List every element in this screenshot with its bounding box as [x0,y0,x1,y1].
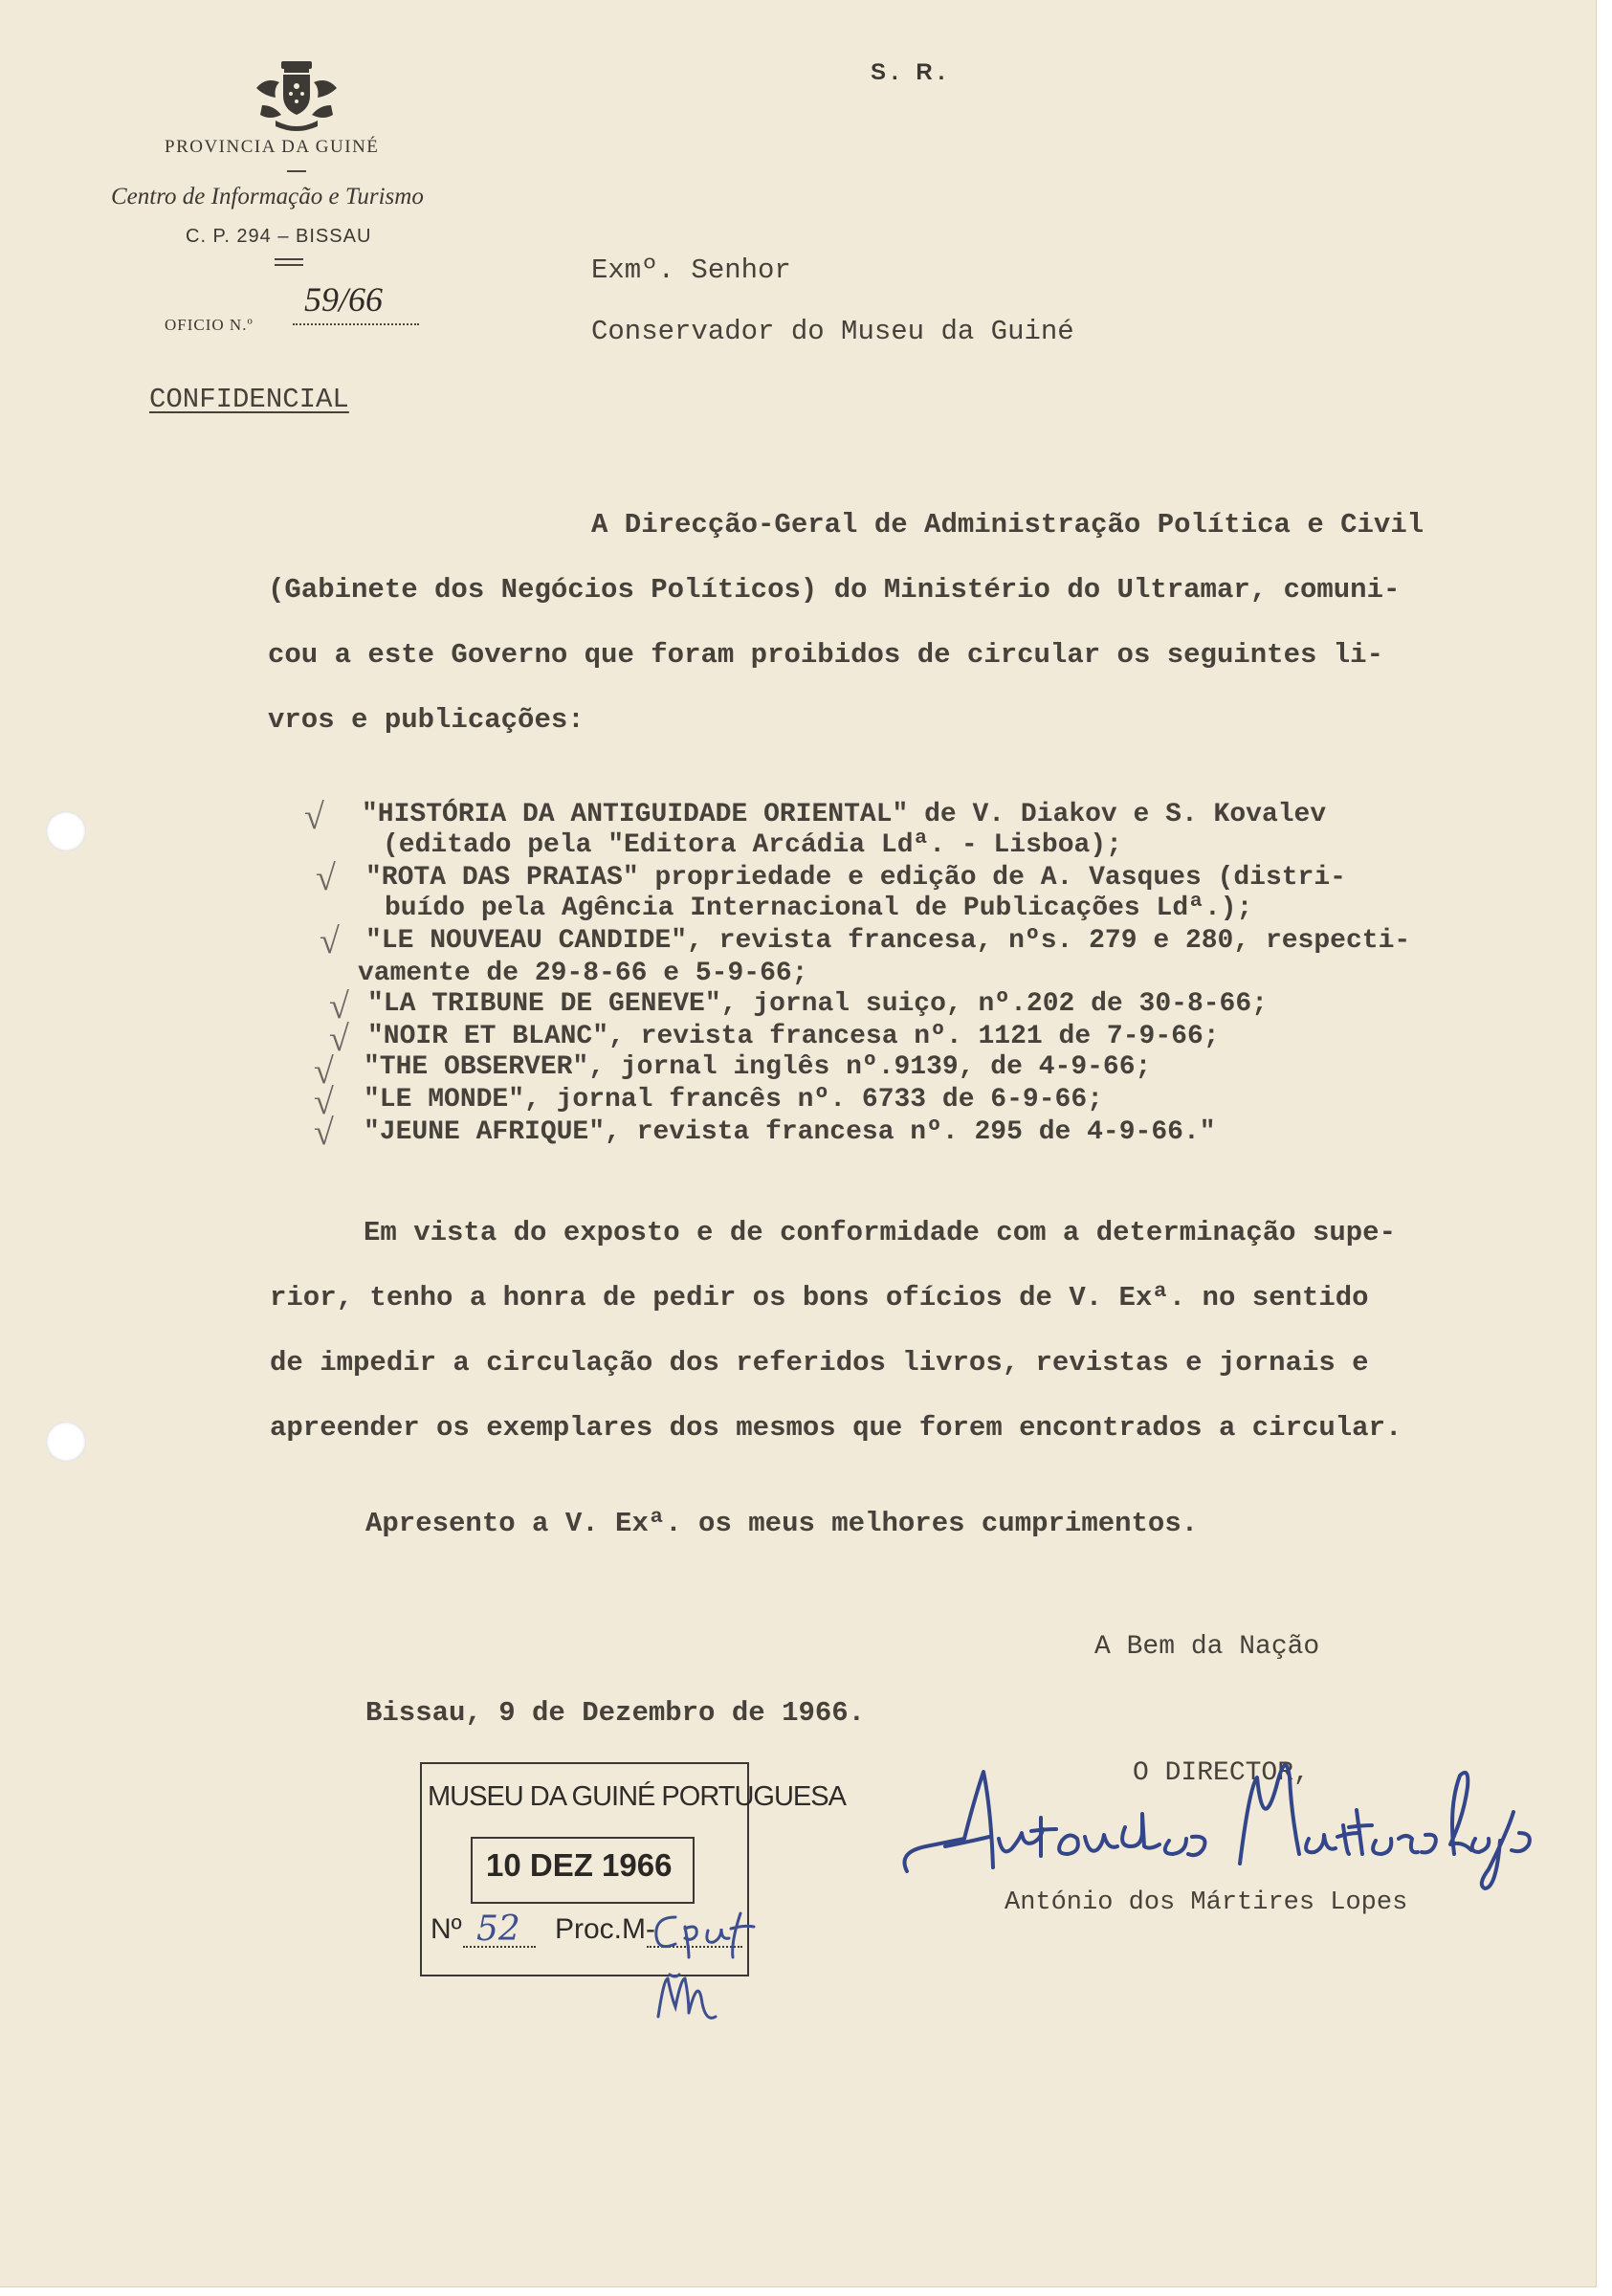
banned-item: "NOIR ET BLANC", revista francesa nº. 1121 de 7-9-66; [367,1022,1220,1051]
divider [275,264,303,266]
check-mark-icon: √ [304,797,324,837]
banned-item: "THE OBSERVER", jornal inglês nº.9139, de 4-9-66; [364,1052,1152,1082]
salutation: Exmº. Senhor [591,254,791,286]
check-mark-icon: √ [316,858,336,898]
closing: A Bem da Nação [1094,1632,1320,1662]
punch-hole [46,811,86,851]
confidential-mark: CONFIDENCIAL [149,384,349,415]
signatory-name: António dos Mártires Lopes [1005,1888,1408,1917]
stamp-number: 52 [476,1910,520,1949]
body-line: Em vista do exposto e de conformidade com a determinação supe- [364,1217,1396,1248]
intro-line: A Direcção-Geral de Administração Política e Civil [591,509,1424,541]
oficio-label: OFICIO N.º [165,316,254,334]
place-date: Bissau, 9 de Dezembro de 1966. [365,1697,866,1729]
banned-item-continuation: buído pela Agência Internacional de Publicações Ldª.); [385,894,1253,923]
stamp-proc-label: Proc.M- [555,1913,655,1945]
body-line: rior, tenho a honra de pedir os bons ofícios de V. Exª. no sentido [270,1282,1369,1314]
banned-item: "LE MONDE", jornal francês nº. 6733 de 6-9-66; [364,1085,1103,1115]
banned-item: "LE NOUVEAU CANDIDE", revista francesa, nºs. 279 e 280, respecti- [365,926,1411,956]
banned-item-continuation: (editado pela "Editora Arcádia Ldª. - Lisboa); [383,830,1122,860]
intro-line: (Gabinete dos Negócios Políticos) do Ministério do Ultramar, comuni- [268,574,1401,606]
banned-item: "HISTÓRIA DA ANTIGUIDADE ORIENTAL" de V. Diakov e S. Kovalev [362,800,1327,829]
oficio-number-line [293,323,419,325]
divider [287,170,306,172]
check-mark-icon: √ [320,921,340,961]
oficio-number: 59/66 [304,280,384,319]
banned-item: "JEUNE AFRIQUE", revista francesa nº. 295 de 4-9-66." [364,1117,1216,1147]
addressee: Conservador do Museu da Guiné [591,316,1074,347]
check-mark-icon: √ [329,986,349,1027]
intro-line: cou a este Governo que foram proibidos de circular os seguintes li- [268,639,1383,671]
stamp-date: 10 DEZ 1966 [486,1847,673,1883]
stamp-museum-name: MUSEU DA GUINÉ PORTUGUESA [428,1781,846,1812]
check-mark-icon: √ [329,1019,349,1059]
banned-item: "ROTA DAS PRAIAS" propriedade e edição de A. Vasques (distri- [365,863,1346,893]
province-name: PROVINCIA DA GUINÉ [165,137,380,157]
divider [275,258,303,260]
initials-mark [651,1969,727,2028]
banned-item: "LA TRIBUNE DE GENEVE", jornal suiço, nº.202 de 30-8-66; [367,989,1268,1019]
office-name: Centro de Informação e Turismo [111,184,424,210]
intro-line: vros e publicações: [268,704,585,736]
greeting: Apresento a V. Exª. os meus melhores cumprimentos. [365,1508,1199,1539]
signatory-title: O DIRECTOR, [1133,1758,1310,1788]
check-mark-icon: √ [314,1113,334,1153]
punch-hole [46,1422,86,1462]
check-mark-icon: √ [314,1051,334,1092]
classification-mark: S. R. [871,59,951,85]
postal-address: C. P. 294 – BISSAU [186,226,372,247]
body-line: de impedir a circulação dos referidos livros, revistas e jornais e [270,1347,1369,1379]
coat-of-arms-icon [251,59,342,136]
check-mark-icon: √ [314,1082,334,1122]
handwritten-annotation [647,1904,781,1961]
stamp-number-label: Nº [431,1913,462,1945]
body-line: apreender os exemplares dos mesmos que forem encontrados a circular. [270,1412,1402,1444]
banned-item-continuation: vamente de 29-8-66 e 5-9-66; [358,959,808,988]
handwritten-signature [888,1758,1557,1892]
